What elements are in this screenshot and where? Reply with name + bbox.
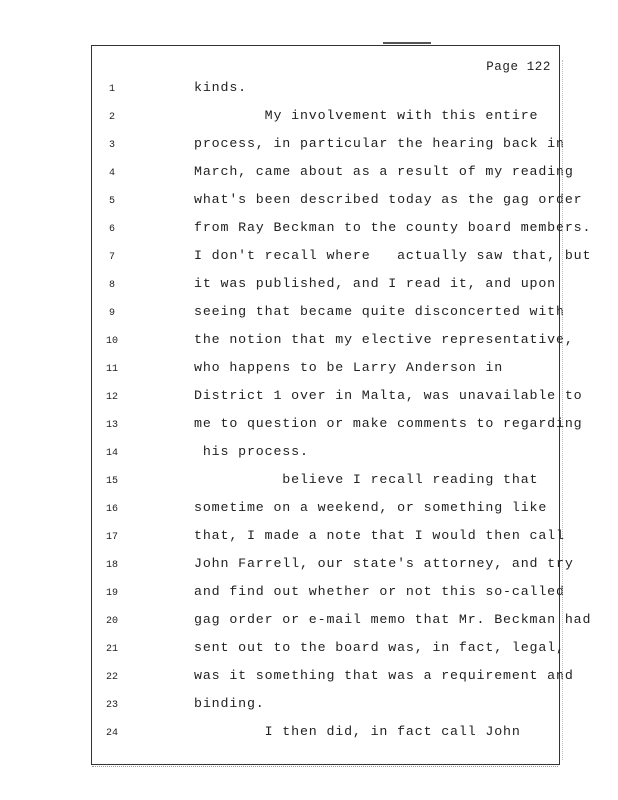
transcript-line <box>92 304 565 332</box>
line-text: me to question or make comments to regarding <box>194 416 583 431</box>
line-number: 3 <box>108 140 115 151</box>
transcript-line <box>92 472 559 500</box>
transcript-line <box>92 276 559 304</box>
line-number: 22 <box>105 672 118 683</box>
line-number: 18 <box>105 560 118 571</box>
line-number: 9 <box>108 308 115 319</box>
line-number: 21 <box>105 644 118 655</box>
transcript-line <box>92 220 592 248</box>
transcript-line <box>92 500 559 528</box>
transcript-line <box>92 108 559 136</box>
line-text: and find out whether or not this so-called <box>194 584 565 599</box>
top-scan-mark <box>383 42 431 44</box>
line-text: My involvement with this entire <box>194 108 539 123</box>
line-number: 6 <box>108 224 115 235</box>
line-text: believe I recall reading that <box>194 472 539 487</box>
line-text: his process. <box>194 444 309 459</box>
line-number: 1 <box>108 84 115 95</box>
line-number: 15 <box>105 476 118 487</box>
line-text: from Ray Beckman to the county board members. <box>194 220 592 235</box>
transcript-line <box>92 724 559 752</box>
transcript-line <box>92 612 592 640</box>
transcript-line <box>92 584 565 612</box>
line-text: seeing that became quite disconcerted with <box>194 304 565 319</box>
line-text: gag order or e-mail memo that Mr. Beckman had <box>194 612 592 627</box>
line-number: 4 <box>108 168 115 179</box>
transcript-line <box>92 556 574 584</box>
line-number: 13 <box>105 420 118 431</box>
line-text: sometime on a weekend, or something like <box>194 500 548 515</box>
transcript-line <box>92 528 565 556</box>
transcript-body <box>92 46 592 764</box>
page-number: Page 122 <box>486 60 551 74</box>
line-number: 8 <box>108 280 115 291</box>
bottom-margin-dots <box>92 766 558 768</box>
line-text: kinds. <box>194 80 247 95</box>
line-number: 14 <box>105 448 118 459</box>
line-number: 5 <box>108 196 115 207</box>
line-text: the notion that my elective representative, <box>194 332 574 347</box>
transcript-line <box>92 388 583 416</box>
transcript-line <box>92 696 559 724</box>
line-text: I then did, in fact call John <box>194 724 521 739</box>
line-text: I don't recall where actually saw that, but <box>194 248 592 263</box>
line-text: binding. <box>194 696 265 711</box>
transcript-line <box>92 192 583 220</box>
transcript-line <box>92 360 559 388</box>
line-number: 2 <box>108 112 115 123</box>
transcript-line <box>92 416 583 444</box>
line-text: was it something that was a requirement and <box>194 668 574 683</box>
line-text: March, came about as a result of my reading <box>194 164 574 179</box>
line-text: John Farrell, our state's attorney, and try <box>194 556 574 571</box>
line-text: process, in particular the hearing back in <box>194 136 565 151</box>
line-number: 7 <box>108 252 115 263</box>
right-margin-dots <box>562 60 564 760</box>
transcript-page <box>91 45 592 765</box>
line-text: sent out to the board was, in fact, legal, <box>194 640 565 655</box>
line-text: what's been described today as the gag order <box>194 192 583 207</box>
line-number: 19 <box>105 588 118 599</box>
line-number: 17 <box>105 532 118 543</box>
line-number: 20 <box>105 616 118 627</box>
line-text: who happens to be Larry Anderson in <box>194 360 504 375</box>
transcript-line <box>92 444 559 472</box>
line-text: District 1 over in Malta, was unavailable to <box>194 388 583 403</box>
line-number: 24 <box>105 728 118 739</box>
transcript-line <box>92 640 565 668</box>
transcript-line <box>92 668 574 696</box>
line-number: 16 <box>105 504 118 515</box>
line-number: 10 <box>105 336 118 347</box>
transcript-line <box>92 80 559 108</box>
transcript-line <box>92 248 592 276</box>
transcript-line <box>92 136 565 164</box>
transcript-line <box>92 164 574 192</box>
line-number: 23 <box>105 700 118 711</box>
line-number: 12 <box>105 392 118 403</box>
transcript-line <box>92 332 574 360</box>
line-text: that, I made a note that I would then call <box>194 528 565 543</box>
line-number: 11 <box>105 364 118 375</box>
line-text: it was published, and I read it, and upon <box>194 276 557 291</box>
